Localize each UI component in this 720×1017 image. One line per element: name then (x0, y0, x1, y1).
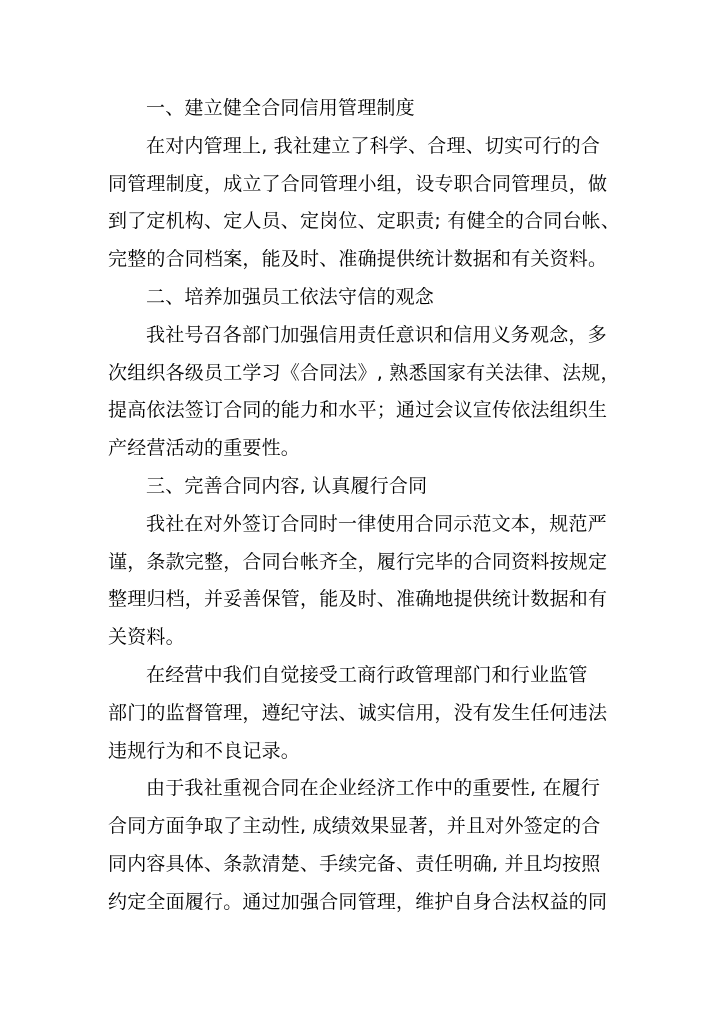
text-line: 完整的合同档案，能及时、准确提供统计数据和有关资料。 (108, 248, 608, 271)
text-line: 由于我社重视合同在企业经济工作中的重要性, 在履行 (146, 777, 601, 800)
section-heading: 三、完善合同内容, 认真履行合同 (146, 474, 428, 497)
text-line: 我社号召各部门加强信用责任意识和信用义务观念，多 (146, 323, 607, 346)
document-body (108, 90, 621, 922)
text-line: 违规行为和不良记录。 (108, 739, 301, 762)
text-line: 在经营中我们自觉接受工商行政管理部门和行业监管 (146, 663, 588, 686)
text-line: 次组织各级员工学习《合同法》, 熟悉国家有关法律、法规， (108, 361, 620, 384)
text-line: 我社在对外签订合同时一律使用合同示范文本，规范严 (146, 512, 607, 535)
text-line: 关资料。 (108, 626, 185, 649)
text-line: 产经营活动的重要性。 (108, 437, 301, 460)
text-line: 到了定机构、定人员、定岗位、定职责; 有健全的合同台帐、 (108, 210, 621, 233)
text-line: 同内容具体、条款清楚、手续完备、责任明确, 并且均按照 (108, 852, 601, 875)
text-line: 部门的监督管理，遵纪守法、诚实信用，没有发生任何违法 (108, 701, 608, 724)
text-line: 约定全面履行。通过加强合同管理，维护自身合法权益的同 (108, 890, 608, 913)
text-line: 提高依法签订合同的能力和水平；通过会议宣传依法组织生 (108, 399, 608, 422)
text-line: 在对内管理上, 我社建立了科学、合理、切实可行的合 (146, 134, 601, 157)
text-line: 整理归档，并妥善保管，能及时、准确地提供统计数据和有 (108, 588, 608, 611)
section-heading: 一、建立健全合同信用管理制度 (146, 97, 415, 119)
section-heading: 二、培养加强员工依法守信的观念 (146, 285, 435, 308)
text-line: 合同方面争取了主动性, 成绩效果显著，并且对外签定的合 (108, 815, 601, 838)
text-line: 谨，条款完整，合同台帐齐全，履行完毕的合同资料按规定 (108, 550, 608, 573)
text-line: 同管理制度，成立了合同管理小组，设专职合同管理员，做 (108, 172, 608, 195)
